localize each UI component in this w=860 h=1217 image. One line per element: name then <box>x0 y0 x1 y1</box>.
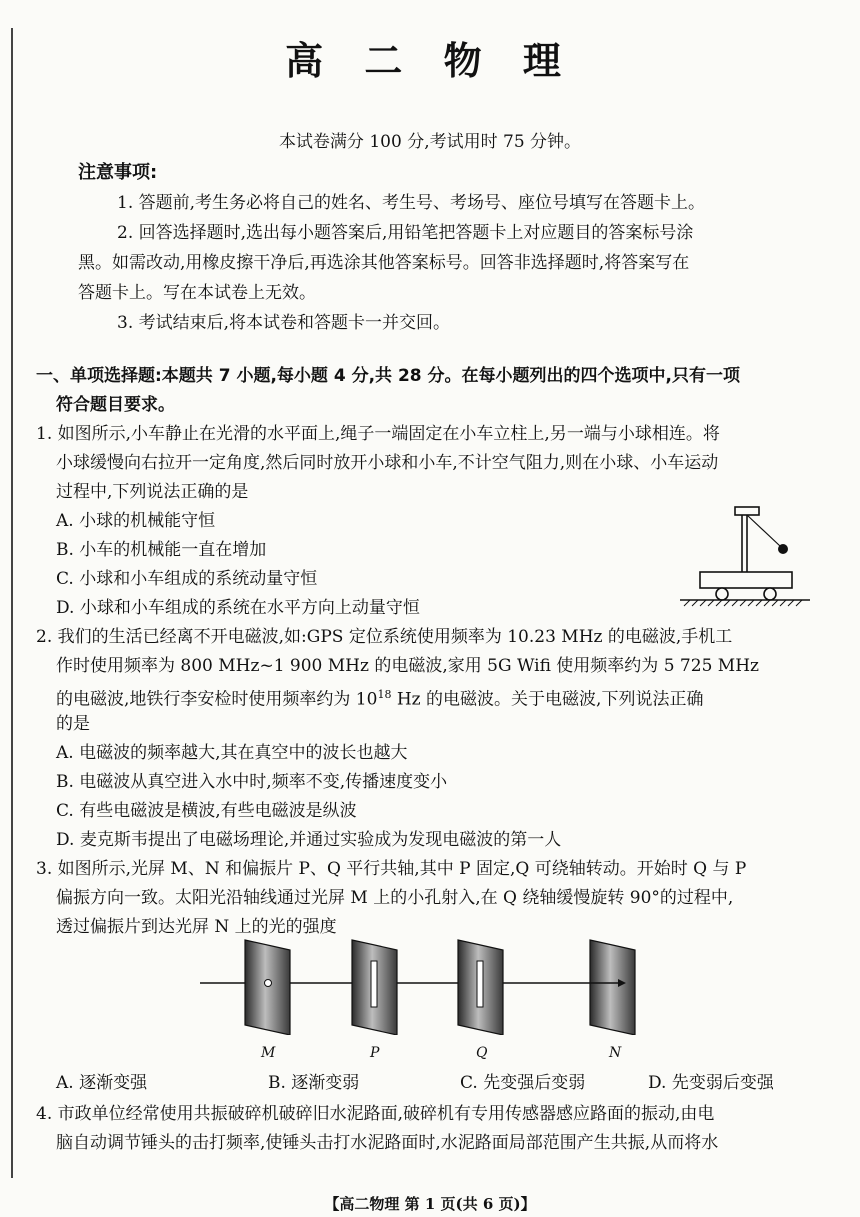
q2-option-a: A. 电磁波的频率越大,其在真空中的波长也越大 <box>56 743 408 763</box>
q1-stem-3: 过程中,下列说法正确的是 <box>56 482 249 502</box>
q2-option-c: C. 有些电磁波是横波,有些电磁波是纵波 <box>56 801 357 821</box>
q3-option-c: C. 先变强后变弱 <box>460 1073 586 1093</box>
notice-line-5: 3. 考试结束后,将本试卷和答题卡一并交回。 <box>117 313 451 333</box>
label-n: N <box>609 1045 622 1061</box>
q1-option-c: C. 小球和小车组成的系统动量守恒 <box>56 569 318 589</box>
q1-stem-1: 1. 如图所示,小车静止在光滑的水平面上,绳子一端固定在小车立柱上,另一端与小球相连。将 <box>36 424 720 444</box>
q3-stem-1: 3. 如图所示,光屏 M、N 和偏振片 P、Q 平行共轴,其中 P 固定,Q 可绕轴转动。开始时 Q 与 P <box>36 859 747 879</box>
section-heading-line-1: 一、单项选择题:本题共 7 小题,每小题 4 分,共 28 分。在每小题列出的四个选项中,只有一项 <box>36 366 740 386</box>
q1-stem-2: 小球缓慢向右拉开一定角度,然后同时放开小球和小车,不计空气阻力,则在小球、小车运动 <box>56 453 719 473</box>
q2-stem-1: 2. 我们的生活已经离不开电磁波,如:GPS 定位系统使用频率为 10.23 MHz 的电磁波,手机工 <box>36 627 733 647</box>
label-m: M <box>261 1045 276 1061</box>
cart-pendulum-figure <box>680 500 810 612</box>
label-q: Q <box>476 1045 488 1061</box>
q4-stem-1: 4. 市政单位经常使用共振破碎机破碎旧水泥路面,破碎机有专用传感器感应路面的振动,由电 <box>36 1104 715 1124</box>
notice-line-3: 黑。如需改动,用橡皮擦干净后,再选涂其他答案标号。回答非选择题时,将答案写在 <box>78 253 690 273</box>
notice-line-1: 1. 答题前,考生务必将自己的姓名、考生号、考场号、座位号填写在答题卡上。 <box>117 193 706 213</box>
q2-stem-3: 的电磁波,地铁行李安检时使用频率约为 $10^{18}$ Hz 的电磁波。关于电磁波,下列说法正确 <box>56 688 704 710</box>
left-margin-line <box>11 28 13 1178</box>
page-footer: 【高二物理 第 1 页(共 6 页)】 <box>324 1195 536 1213</box>
polarizer-figure <box>200 935 660 1035</box>
q3-option-b: B. 逐渐变弱 <box>268 1073 360 1093</box>
page-title: 高 二 物 理 <box>285 38 575 83</box>
q2-option-d: D. 麦克斯韦提出了电磁场理论,并通过实验成为发现电磁波的第一人 <box>56 830 562 850</box>
notice-heading: 注意事项: <box>78 162 158 183</box>
q2-stem-2: 作时使用频率为 800 MHz~1 900 MHz 的电磁波,家用 5G Wifi 使用频率约为 5 725 MHz <box>56 656 759 676</box>
notice-line-2: 2. 回答选择题时,选出每小题答案后,用铅笔把答题卡上对应题目的答案标号涂 <box>117 223 694 243</box>
label-p: P <box>370 1045 380 1061</box>
q3-option-a: A. 逐渐变强 <box>56 1073 148 1093</box>
q3-stem-2: 偏振方向一致。太阳光沿轴线通过光屏 M 上的小孔射入,在 Q 绕轴缓慢旋转 90°的过程中, <box>56 888 734 908</box>
exam-intro: 本试卷满分 100 分,考试用时 75 分钟。 <box>278 132 582 152</box>
notice-line-4: 答题卡上。写在本试卷上无效。 <box>78 283 316 303</box>
q1-option-a: A. 小球的机械能守恒 <box>56 511 216 531</box>
section-heading-line-2: 符合题目要求。 <box>56 395 175 415</box>
q4-stem-2: 脑自动调节锤头的击打频率,使锤头击打水泥路面时,水泥路面局部范围产生共振,从而将水 <box>56 1133 719 1153</box>
q2-option-b: B. 电磁波从真空进入水中时,频率不变,传播速度变小 <box>56 772 448 792</box>
q3-stem-3: 透过偏振片到达光屏 N 上的光的强度 <box>56 917 337 937</box>
q3-option-d: D. 先变弱后变强 <box>648 1073 774 1093</box>
q1-option-d: D. 小球和小车组成的系统在水平方向上动量守恒 <box>56 598 420 618</box>
screen-m <box>245 940 290 1035</box>
q1-option-b: B. 小车的机械能一直在增加 <box>56 540 267 560</box>
screen-n <box>590 940 635 1035</box>
q2-stem-4: 的是 <box>56 714 90 734</box>
